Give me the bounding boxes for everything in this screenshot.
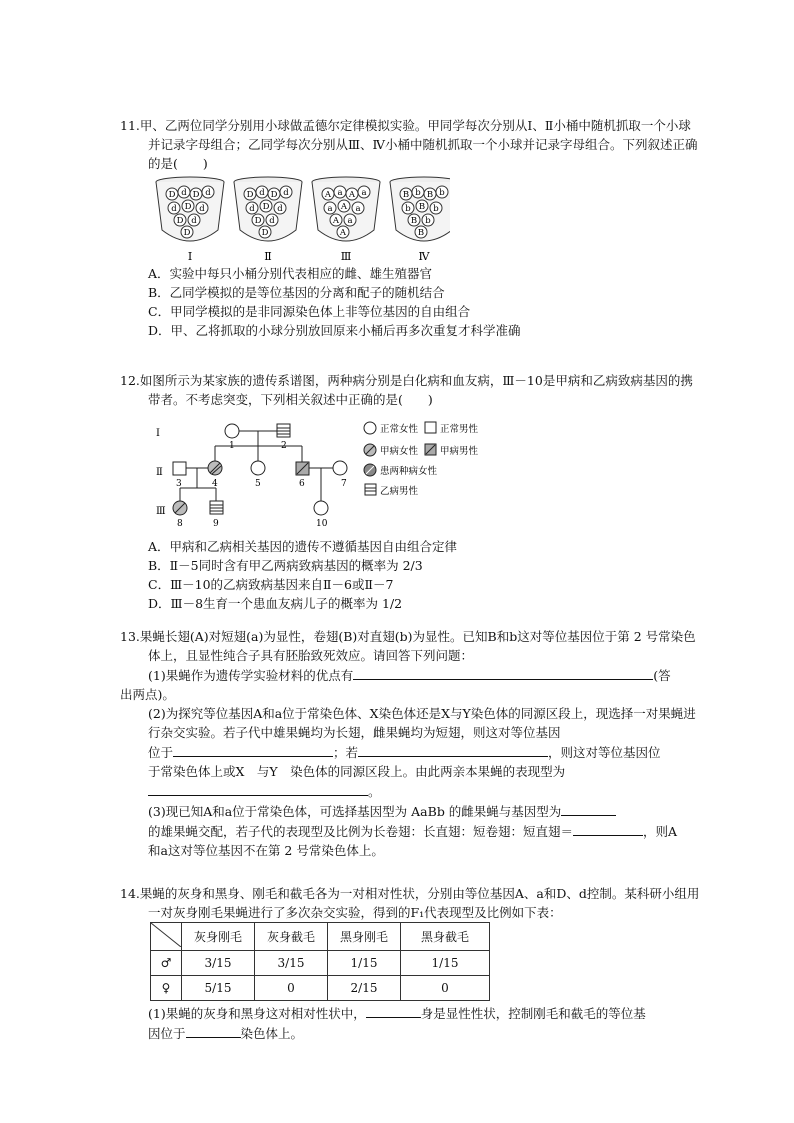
bucket-label: Ⅱ [264,250,272,263]
table-cell: 5/15 [182,976,255,1001]
q13-part-1 [120,665,702,685]
q13-blank-1[interactable] [353,665,653,680]
ball-letter: D [270,190,278,200]
legend-disease-a-female: 甲病女性 [380,446,419,457]
ball-letter: D [262,202,270,212]
table-row [151,951,490,976]
ball-letter: d [259,188,265,198]
generation-label-1: Ⅰ [156,428,160,439]
question-14-stem: 14.果蝇的灰身和黑身、刚毛和截毛各为一对相对性状，分别由等位基因A、a和D、d控制。某科研小组用一对灰身刚毛果蝇进行了多次杂交实验，得到的F₁代表现型及比例如下表： [120,886,700,920]
ball-letter: b [433,204,439,214]
table-row [151,976,490,1001]
q13-p1-end: 出两点)。 [120,687,175,702]
q13-p2-locate: 位于 [148,745,174,760]
q14-p1-mid: 身是显性性状，控制刚毛和截毛的等位基 [420,1006,646,1021]
pedigree-chart [150,418,530,536]
ball-letter: d [205,188,211,198]
question-14-part-1 [120,1003,702,1043]
ball-letter: D [184,202,192,212]
ball-letter: D [192,190,200,200]
table-header-cell: 黑身刚毛 [328,923,401,951]
q14-part-1 [120,1003,702,1023]
q13-p3-end: 和a这对等位基因不在第 2 号常染色体上。 [148,843,384,858]
q14-p1-end: 染色体上。 [240,1026,304,1041]
ball-letter: B [418,202,426,212]
q14-p1-locate: 因位于 [148,1026,186,1041]
question-12-stem: 12.如图所示为某家族的遗传系谱图，两种病分别是白化病和血友病，Ⅲ－10是甲病和乙病致病基因的携带者。不考虑突变，下列相关叙述中正确的是( ) [120,373,693,407]
q14-part-1-cont [120,1023,702,1043]
label-8: 8 [177,519,183,529]
bucket-3 [312,177,380,263]
q13-part-2-line4 [120,781,702,801]
table-corner [151,923,182,951]
legend-disease-b-male: 乙病男性 [380,486,419,497]
q12-option-a: A．甲病和乙病相关基因的遗传不遵循基因自由组合定律 [148,539,458,554]
legend-disease-a-male: 甲病男性 [440,446,479,457]
label-10: 10 [316,519,328,529]
q13-blank-2[interactable] [173,742,333,757]
q11-option-c: C．甲同学模拟的是非同源染色体上非等位基因的自由组合 [148,304,471,319]
q13-p1-text: (1)果蝇作为遗传学实验材料的优点有 [148,668,354,683]
q13-part-2-line3 [120,762,702,781]
q13-p3-ratio: 的雄果蝇交配，若子代的表现型及比例为长卷翅：长直翅：短卷翅：短直翅＝ [148,824,574,839]
label-5: 5 [255,479,261,489]
ball-letter: a [355,204,361,214]
pedigree-legend [364,422,479,497]
ball-letter: A [339,228,347,238]
question-12-options [120,537,702,613]
ball-letter: D [183,228,191,238]
generation-label-2: Ⅱ [156,467,163,478]
label-3: 3 [176,479,182,489]
table-header-cell: 黑身截毛 [401,923,490,951]
legend-both-diseases-female: 患两种病女性 [380,466,438,477]
q14-blank-2[interactable] [186,1023,241,1038]
bucket-1 [156,177,224,263]
ball-letter: D [246,190,254,200]
ball-letter: a [361,188,367,198]
q13-p2-if: ；若 [333,745,359,760]
label-4: 4 [212,479,218,489]
q13-p1-suffix: (答 [653,668,671,683]
table-cell: 3/15 [255,951,328,976]
q14-p1-text: (1)果蝇的灰身和黑身这对相对性状中， [148,1006,366,1021]
ball-letter: d [283,188,289,198]
ball-letter: B [402,190,410,200]
table-cell: 2/15 [328,976,401,1001]
q13-blank-4[interactable] [148,781,368,796]
bucket-label: Ⅰ [187,250,193,263]
ball-letter: b [439,188,445,198]
label-7: 7 [341,479,347,489]
ball-letter: d [277,204,283,214]
q13-p3-text: (3)现已知A和a位于常染色体，可选择基因型为 AaBb 的雌果蝇与基因型为 [148,804,562,819]
q13-p2-text: (2)为探究等位基因A和a位于常染色体、X染色体还是X与Y染色体的同源区段上，现选择一对果蝇进行杂交实验。若子代中雄果蝇均为长翅，雌果蝇均为短翅，则这对等位基因 [148,706,696,740]
question-13-stem: 13.果蝇长翅(A)对短翅(a)为显性，卷翅(B)对直翅(b)为显性。已知B和b这对等位基因位于第 2 号常染色体上，且显性纯合子具有胚胎致死效应。请回答下列问题： [120,629,696,663]
individual-10 [314,501,328,515]
ball-letter: d [171,204,177,214]
table-sex-cell: ♀ [151,976,182,1001]
table-cell: 1/15 [328,951,401,976]
individual-7 [333,461,347,475]
bucket-label: Ⅲ [340,250,352,263]
q14-blank-1[interactable] [366,1003,421,1018]
question-11-stem: 11.甲、乙两位同学分别用小球做孟德尔定律模拟实验。甲同学每次分别从Ⅰ、Ⅱ小桶中随机抓取一个小球并记录字母组合；乙同学每次分别从Ⅲ、Ⅳ小桶中随机抓取一个小球并记录字母组合。下列叙述正确的是( ) [120,118,698,171]
bucket-2 [234,177,302,263]
individual-5 [251,461,265,475]
ball-letter: B [426,190,434,200]
q12-option-d: D．Ⅲ－8生育一个患血友病儿子的概率为 1/2 [148,596,403,611]
ball-letter: B [410,216,418,226]
q13-part-2-cont [120,742,702,762]
table-header-row [151,923,490,951]
ball-letter: d [199,204,205,214]
q13-blank-3[interactable] [358,742,548,757]
ball-letter: A [340,202,348,212]
q13-part-1-cont [120,685,702,704]
q13-part-3 [120,801,702,821]
q12-option-b: B．Ⅱ－5同时含有甲乙两病致病基因的概率为 2/3 [148,558,423,573]
bucket-label: Ⅳ [418,250,430,263]
ball-letter: D [254,216,262,226]
q11-option-d: D．甲、乙将抓取的小球分别放回原来小桶后再多次重复才科学准确 [148,323,521,338]
q13-blank-5[interactable] [561,801,616,816]
ball-letter: a [327,204,333,214]
ball-letter: b [405,204,411,214]
individual-3 [173,462,186,475]
ball-letter: D [261,228,269,238]
q13-part-3-end [120,841,702,860]
generation-label-3: Ⅲ [156,506,166,517]
ball-letter: a [337,188,343,198]
label-6: 6 [299,479,305,489]
bucket-diagram [150,174,450,264]
ball-letter: D [176,216,184,226]
question-12 [120,371,702,409]
individual-1 [225,424,239,438]
ball-letter: d [249,204,255,214]
ball-letter: A [332,216,340,226]
f1-phenotype-table [150,922,490,1001]
q13-p2-then: ，则这对等位基因位 [548,745,661,760]
table-cell: 0 [401,976,490,1001]
table-cell: 1/15 [401,951,490,976]
q11-option-a: A．实验中每只小桶分别代表相应的雌、雄生殖器官 [148,266,433,281]
q13-p2-period: 。 [368,784,381,799]
q12-option-c: C．Ⅲ－10的乙病致病基因来自Ⅱ－6或Ⅱ－7 [148,577,394,592]
table-sex-cell: ♂ [151,951,182,976]
table-cell: 0 [255,976,328,1001]
legend-normal-male: 正常男性 [440,424,479,435]
question-13 [120,627,702,860]
q13-part-2 [120,704,702,742]
q13-p2-phenotype: 于常染色体上或X 与Y 染色体的同源区段上。由此两亲本果蝇的表现型为 [148,764,566,779]
ball-letter: d [269,216,275,226]
ball-letter: A [348,190,356,200]
bucket-4 [390,177,450,263]
question-14 [120,884,702,922]
q13-blank-6[interactable] [573,821,643,836]
q11-option-b: B．乙同学模拟的是等位基因的分离和配子的随机结合 [148,285,445,300]
label-2: 2 [281,441,287,451]
label-1: 1 [229,441,235,451]
q13-p3-then: ，则A [643,824,678,839]
label-9: 9 [213,519,219,529]
ball-letter: B [417,228,425,238]
ball-letter: D [168,190,176,200]
ball-letter: b [415,188,421,198]
table-header-cell: 灰身截毛 [255,923,328,951]
table-cell: 3/15 [182,951,255,976]
q13-part-3-cont [120,821,702,841]
table-header-cell: 灰身刚毛 [182,923,255,951]
ball-letter: d [181,188,187,198]
question-11 [120,116,702,173]
ball-letter: b [425,216,431,226]
ball-letter: a [347,216,353,226]
question-11-options [120,264,702,340]
ball-letter: A [324,190,332,200]
legend-normal-female: 正常女性 [380,424,419,435]
ball-letter: d [191,216,197,226]
